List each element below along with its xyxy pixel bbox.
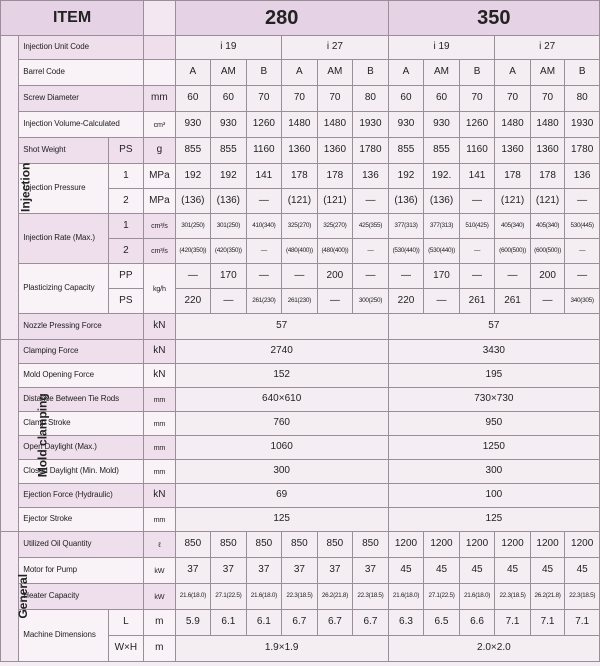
row-nozzle-force: Nozzle Pressing Force kN 57 57 <box>1 314 600 340</box>
group-general: General <box>1 532 19 662</box>
row-injection-pressure-2: 2 MPa (136) (136) — (121) (121) — (136) (136) — (121) (121) — <box>1 189 600 214</box>
row-tie-rods: Distance Between Tie Rods mm 640×610 730×730 <box>1 388 600 412</box>
row-open-daylight: Open Daylight (Max.) mm 1060 1250 <box>1 436 600 460</box>
row-oil-quantity: General Utilized Oil Quantity ℓ 850 850 850 850 850 850 1200 1200 1200 1200 1200 1200 <box>1 532 600 558</box>
group-injection: Injection <box>1 36 19 340</box>
row-motor-pump: Motor for Pump kW 37 37 37 37 37 37 45 45 45 45 45 45 <box>1 558 600 584</box>
row-injection-rate-2: 2 cm³/s (420(350)) (420(350)) — (480(400)) (480(400)) — (530(440)) (530(440)) — (600(500)) (600(500)) — <box>1 239 600 264</box>
group-mold-clamping: Mold clamping <box>1 340 19 532</box>
row-clamping-force: Mold clamping Clamping Force kN 2740 3430 <box>1 340 600 364</box>
item-header: ITEM <box>1 1 144 36</box>
row-mold-opening-force: Mold Opening Force kN 152 195 <box>1 364 600 388</box>
row-barrel-code: Barrel Code A AM B A AM B A AM B A AM B <box>1 60 600 86</box>
row-closed-daylight: Closed Daylight (Min. Mold) mm 300 300 <box>1 460 600 484</box>
row-ejection-force: Ejection Force (Hydraulic) kN 69 100 <box>1 484 600 508</box>
model-350-header: 350 <box>388 1 599 36</box>
row-injection-unit-code: Injection Injection Unit Code i 19 i 27 i 19 i 27 <box>1 36 600 60</box>
row-clamp-stroke: Clamp Stroke mm 760 950 <box>1 412 600 436</box>
row-injection-volume: Injection Volume-Calculated cm³ 930 930 1260 1480 1480 1930 930 930 1260 1480 1480 1930 <box>1 112 600 138</box>
row-heater: Heater Capacity kW 21.6(18.0) 27.1(22.5) 21.6(18.0) 22.3(18.5) 26.2(21.8) 22.3(18.5) 21.6(18.0) 27.1(22.5) 21.6(18.0) 22.3(18.5) 26.2(21.8) 22.3(18.5) <box>1 584 600 610</box>
row-plasticizing-ps: PS 220 — 261(230) 261(230) — 300(250) 220 — 261 261 — 340(305) <box>1 289 600 314</box>
model-280-header: 280 <box>175 1 388 36</box>
row-machine-dims-l: Machine Dimensions L m 5.9 6.1 6.1 6.7 6.7 6.7 6.3 6.5 6.6 7.1 7.1 7.1 <box>1 610 600 636</box>
row-screw-diameter: Screw Diameter mm 60 60 70 70 70 80 60 60 70 70 70 80 <box>1 86 600 112</box>
row-injection-rate-1: Injection Rate (Max.) 1 cm³/s 301(250) 301(250) 410(340) 325(270) 325(270) 425(355) 377(313) 377(313) 510(425) 405(340) 405(340) 530(445) <box>1 214 600 239</box>
row-machine-dims-wh: W×H m 1.9×1.9 2.0×2.0 <box>1 636 600 662</box>
row-ejector-stroke: Ejector Stroke mm 125 125 <box>1 508 600 532</box>
header-row <box>1 1 600 36</box>
row-injection-pressure-1: Injection Pressure 1 MPa 192 192 141 178 178 136 192 192. 141 178 178 136 <box>1 164 600 189</box>
row-shot-weight: Shot Weight PS g 855 855 1160 1360 1360 1780 855 855 1160 1360 1360 1780 <box>1 138 600 164</box>
row-plasticizing-pp: Plasticizing Capacity PP kg/h — 170 — — 200 — — 170 — — 200 — <box>1 264 600 289</box>
